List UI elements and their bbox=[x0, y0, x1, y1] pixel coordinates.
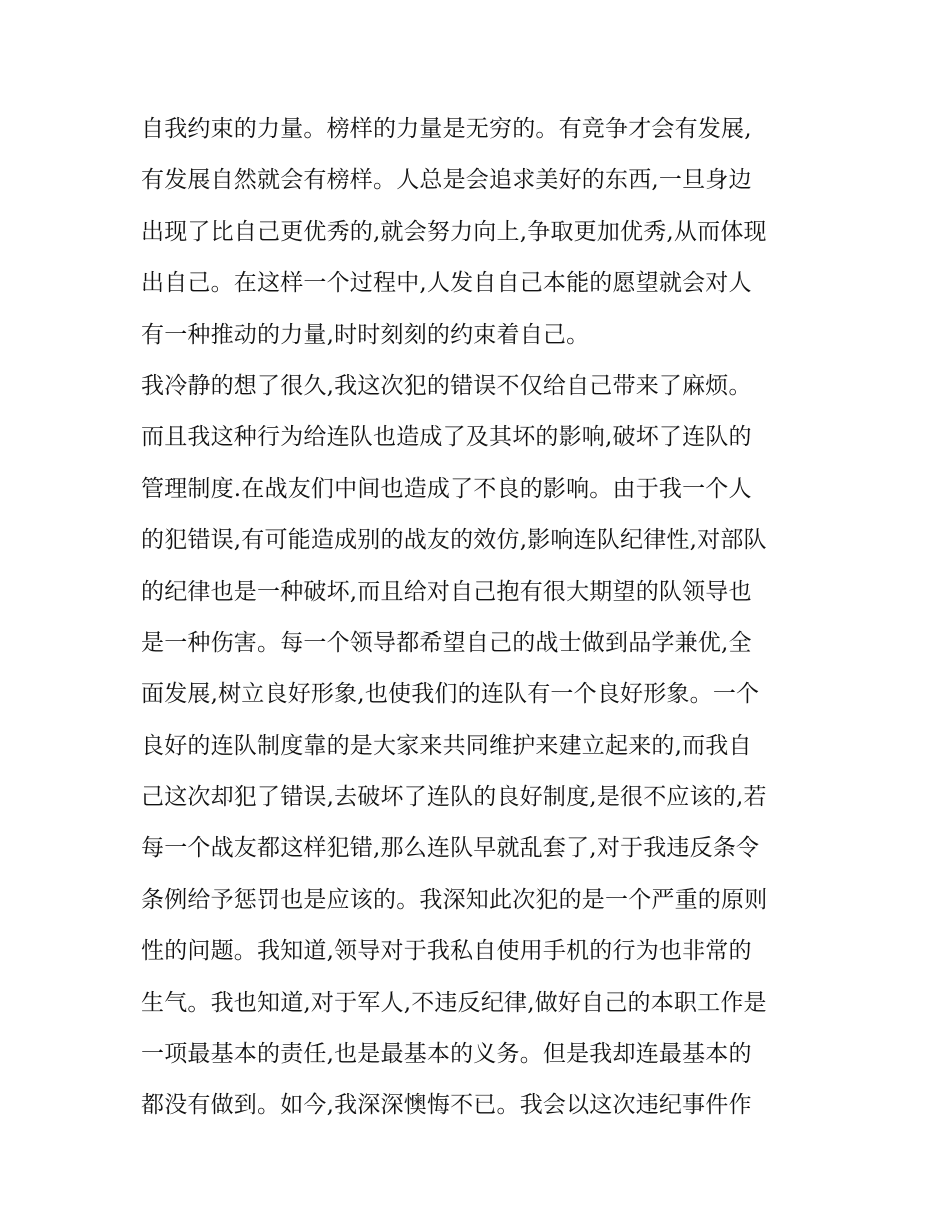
text-line: 有发展自然就会有榜样。人总是会追求美好的东西,一旦身边 bbox=[141, 167, 752, 194]
text-line: 是一种伤害。每一个领导都希望自己的战士做到品学兼优,全 bbox=[141, 629, 752, 656]
text-line: 条例给予惩罚也是应该的。我深知此次犯的是一个严重的原则 bbox=[141, 886, 768, 913]
document-body bbox=[141, 104, 821, 1132]
text-line: 生气。我也知道,对于军人,不违反纪律,做好自己的本职工作是 bbox=[141, 989, 767, 1016]
text-line: 管理制度.在战友们中间也造成了不良的影响。由于我一个人 bbox=[141, 475, 752, 502]
text-line: 出现了比自己更优秀的,就会努力向上,争取更加优秀,从而体现 bbox=[141, 218, 767, 245]
text-line: 性的问题。我知道,领导对于我私自使用手机的行为也非常的 bbox=[141, 938, 752, 965]
text-line: 良好的连队制度靠的是大家来共同维护来建立起来的,而我自 bbox=[141, 732, 752, 759]
text-line: 有一种推动的力量,时时刻刻的约束着自己。 bbox=[141, 321, 590, 348]
text-line: 一项最基本的责任,也是最基本的义务。但是我却连最基本的 bbox=[141, 1041, 752, 1068]
text-line: 的纪律也是一种破坏,而且给对自己抱有很大期望的队领导也 bbox=[141, 578, 752, 605]
text-line: 出自己。在这样一个过程中,人发自自己本能的愿望就会对人 bbox=[141, 270, 752, 297]
text-line: 自我约束的力量。榜样的力量是无穷的。有竞争才会有发展, bbox=[141, 116, 752, 142]
text-line: 每一个战友都这样犯错,那么连队早就乱套了,对于我违反条令 bbox=[141, 835, 760, 862]
text-line: 面发展,树立良好形象,也使我们的连队有一个良好形象。一个 bbox=[141, 681, 760, 708]
text-line: 都没有做到。如今,我深深懊悔不已。我会以这次违纪事件作 bbox=[141, 1092, 752, 1119]
text-line: 己这次却犯了错误,去破坏了连队的良好制度,是很不应该的,若 bbox=[141, 784, 767, 811]
text-line: 我冷静的想了很久,我这次犯的错误不仅给自己带来了麻烦。 bbox=[141, 372, 752, 399]
text-line: 而且我这种行为给连队也造成了及其坏的影响,破坏了连队的 bbox=[141, 424, 752, 451]
text-line: 的犯错误,有可能造成别的战友的效仿,影响连队纪律性,对部队 bbox=[141, 527, 767, 554]
